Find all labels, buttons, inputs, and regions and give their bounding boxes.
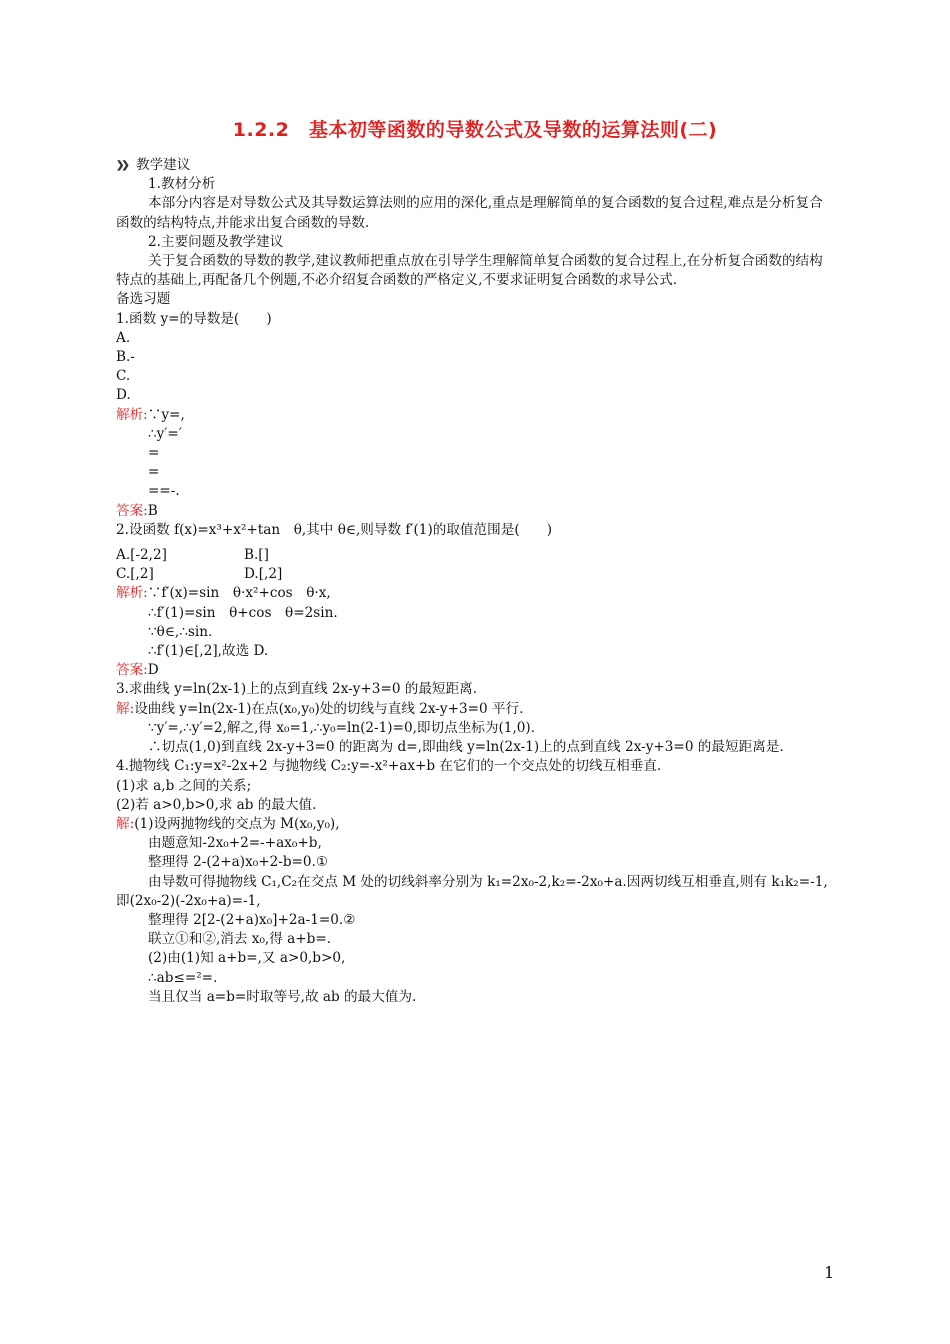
page-number: 1 [824, 1263, 835, 1282]
question-stem: 1.函数 y=的导数是( ) [116, 310, 272, 327]
paragraph: 关于复合函数的导数的教学,建议教师把重点放在引导学生理解简单复合函数的复合过程上,在分析复合函数的结构特点的基础上,再配备几个例题,不必介绍复合函数的严格定义,不要求证明复合函数的求导公式. [116, 253, 823, 289]
option: C.[,2] [116, 566, 154, 583]
option: B.[] [244, 547, 269, 564]
double-chevron-icon: ❯❯ [116, 160, 127, 171]
exercises-heading: 备选习题 [116, 291, 171, 308]
solution-line: ∴ab≤=²=. [148, 969, 218, 986]
solution-line: ∴f′(1)∈[,2],故选 D. [148, 643, 269, 660]
section-header-text: 教学建议 [136, 157, 191, 173]
solution-line: 由导数可得抛物线 C₁,C₂在交点 M 处的切线斜率分别为 k₁=2x₀-2,k₂=-2x₀+a.因两切线互相垂直,则有 k₁k₂=-1,即(2x₀-2)(-2x₀+a)=-1, [116, 873, 828, 909]
solution-line: ∵y′=,∴y′=2,解之,得 x₀=1,∴y₀=ln(2-1)=0,即切点坐标为(1,0). [148, 719, 536, 736]
solution-line: (1)设两抛物线的交点为 M(x₀,y₀), [134, 815, 340, 832]
solution-line: 由题意知-2x₀+2=-+ax₀+b, [148, 835, 322, 852]
option: D. [116, 387, 131, 404]
option: D.[,2] [244, 566, 283, 583]
paragraph: 本部分内容是对导数公式及其导数运算法则的应用的深化,重点是理解简单的复合函数的复合过程,难点是分析复合函数的结构特点,并能求出复合函数的导数. [116, 195, 823, 231]
page-title: 1.2.2 基本初等函数的导数公式及导数的运算法则(二) [232, 119, 718, 141]
solution-line: 联立①和②,消去 x₀,得 a+b=. [148, 931, 332, 948]
document-body [116, 156, 834, 1007]
answer-label: 答案: [116, 502, 148, 519]
option: A. [116, 329, 131, 346]
question-stem: 4.抛物线 C₁:y=x²-2x+2 与抛物线 C₂:y=-x²+ax+b 在它们的一个交点处的切线互相垂直. [116, 758, 662, 775]
option: C. [116, 368, 131, 385]
solution-label: 解析: [116, 406, 148, 423]
question-stem: 3.求曲线 y=ln(2x-1)上的点到直线 2x-y+3=0 的最短距离. [116, 681, 478, 698]
solution-line: ==-. [148, 483, 180, 500]
question-part: (1)求 a,b 之间的关系; [116, 777, 252, 794]
solution-line: = [148, 464, 160, 481]
option: A.[-2,2] [116, 547, 167, 564]
solution-label: 解: [116, 700, 135, 717]
solution-line: 设曲线 y=ln(2x-1)在点(x₀,y₀)处的切线与直线 2x-y+3=0 平行. [134, 700, 524, 717]
question-part: (2)若 a>0,b>0,求 ab 的最大值. [116, 796, 317, 813]
solution-line: ∴切点(1,0)到直线 2x-y+3=0 的距离为 d=,即曲线 y=ln(2x-1)上的点到直线 2x-y+3=0 的最短距离是. [148, 739, 784, 756]
answer-value: B [147, 502, 158, 519]
subsection-heading: 2.主要问题及教学建议 [148, 233, 284, 250]
subsection-heading: 1.教材分析 [148, 176, 216, 193]
solution-line: ∵y=, [147, 406, 185, 423]
option: B.- [116, 349, 135, 366]
solution-label: 解: [116, 815, 135, 832]
solution-line: 整理得 2[2-(2+a)x₀]+2a-1=0.② [148, 911, 356, 928]
solution-line: ∵θ∈,∴sin. [148, 623, 213, 640]
solution-line: ∴y′=′ [148, 425, 182, 442]
solution-label: 解析: [116, 585, 148, 602]
solution-line: = [148, 445, 160, 462]
solution-line: 整理得 2-(2+a)x₀+2-b=0.① [148, 854, 329, 871]
answer-value: D [147, 662, 159, 679]
solution-line: (2)由(1)知 a+b=,又 a>0,b>0, [148, 950, 346, 967]
solution-line: 当且仅当 a=b=时取等号,故 ab 的最大值为. [148, 988, 417, 1005]
answer-label: 答案: [116, 662, 148, 679]
section-header [116, 156, 834, 175]
solution-line: ∴f′(1)=sin θ+cos θ=2sin. [148, 604, 338, 621]
question-stem: 2.设函数 f(x)=x³+x²+tan θ,其中 θ∈,则导数 f′(1)的取值范围是( ) [116, 521, 553, 538]
solution-line: ∵f′(x)=sin θ·x²+cos θ·x, [147, 585, 331, 602]
